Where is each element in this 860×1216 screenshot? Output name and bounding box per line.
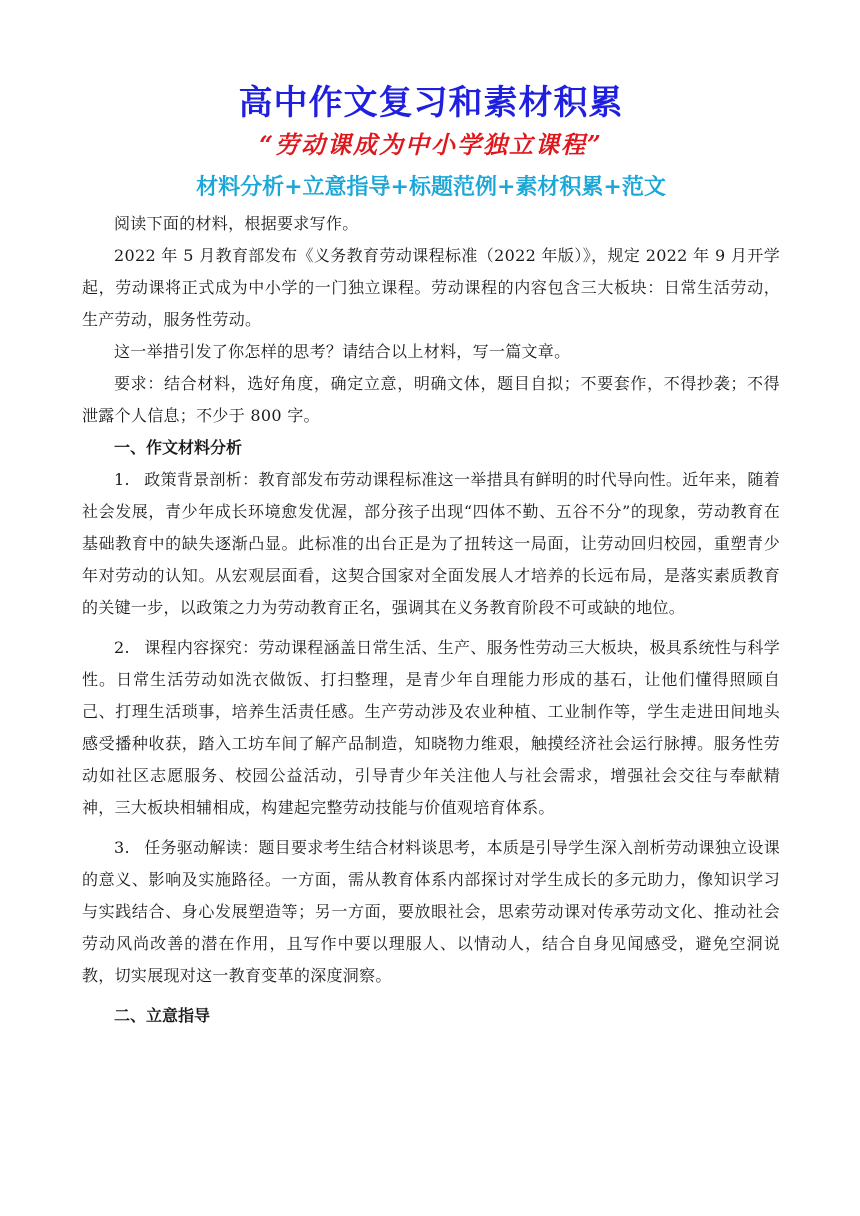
- page-tagline: 材料分析+立意指导+标题范例+素材积累+范文: [196, 174, 666, 200]
- item-number: 1.: [114, 470, 130, 489]
- question-paragraph: 这一举措引发了你怎样的思考？请结合以上材料，写一篇文章。: [114, 342, 571, 361]
- paragraph-gap: [82, 824, 780, 832]
- analysis-item: [82, 632, 780, 824]
- analysis-item: [82, 464, 780, 624]
- intro-paragraph: 阅读下面的材料，根据要求写作。: [114, 214, 359, 233]
- item-text: 课程内容探究：劳动课程涵盖日常生活、生产、服务性劳动三大板块，极具系统性与科学性。日常生活劳动如洗衣做饭、打扫整理，是青少年自理能力形成的基石，让他们懂得照顾自己、打理生活琐事，培养生活责任感。生产劳动涉及农业种植、工业制作等，学生走进田间地头感受播种收获，踏入工坊车间了解产品制造，知晓物力维艰，触摸经济社会运行脉搏。服务性劳动如社区志愿服务、校园公益活动，引导青少年关注他人与社会需求，增强社会交往与奉献精神，三大板块相辅相成，构建起完整劳动技能与价值观培育体系。: [82, 638, 780, 817]
- material-paragraph: 2022 年 5 月教育部发布《义务教育劳动课程标准（2022 年版）》，规定 2022 年 9 月开学起，劳动课将正式成为中小学的一门独立课程。劳动课程的内容包含三大板块：日常生活劳动，生产劳动，服务性劳动。: [82, 246, 780, 329]
- section-heading-analysis: 一、作文材料分析: [114, 438, 243, 457]
- paragraph-gap: [82, 624, 780, 632]
- section-heading-theme: 二、立意指导: [114, 1006, 211, 1025]
- analysis-item: [82, 832, 780, 992]
- requirements-paragraph: 要求：结合材料，选好角度，确定立意，明确文体，题目自拟；不要套作，不得抄袭；不得泄露个人信息；不少于 800 字。: [82, 374, 780, 425]
- item-number: 2.: [114, 638, 130, 657]
- paragraph-gap: [82, 992, 780, 1000]
- item-text: 政策背景剖析：教育部发布劳动课程标准这一举措具有鲜明的时代导向性。近年来，随着社会发展，青少年成长环境愈发优渥，部分孩子出现“四体不勤、五谷不分”的现象，劳动教育在基础教育中的缺失逐渐凸显。此标准的出台正是为了扭转这一局面，让劳动回归校园，重塑青少年对劳动的认知。从宏观层面看，这契合国家对全面发展人才培养的长远布局，是落实素质教育的关键一步，以政策之力为劳动教育正名，强调其在义务教育阶段不可或缺的地位。: [82, 470, 780, 617]
- page-subtitle: “劳动课成为中小学独立课程”: [259, 130, 603, 159]
- item-number: 3.: [114, 838, 130, 857]
- page-title: 高中作文复习和素材积累: [238, 83, 624, 123]
- item-text: 任务驱动解读：题目要求考生结合材料谈思考，本质是引导学生深入剖析劳动课独立设课的意义、影响及实施路径。一方面，需从教育体系内部探讨对学生成长的多元助力，像知识学习与实践结合、身心发展塑造等；另一方面，要放眼社会，思索劳动课对传承劳动文化、推动社会劳动风尚改善的潜在作用，且写作中要以理服人、以情动人，结合自身见闻感受，避免空洞说教，切实展现对这一教育变革的深度洞察。: [82, 838, 780, 985]
